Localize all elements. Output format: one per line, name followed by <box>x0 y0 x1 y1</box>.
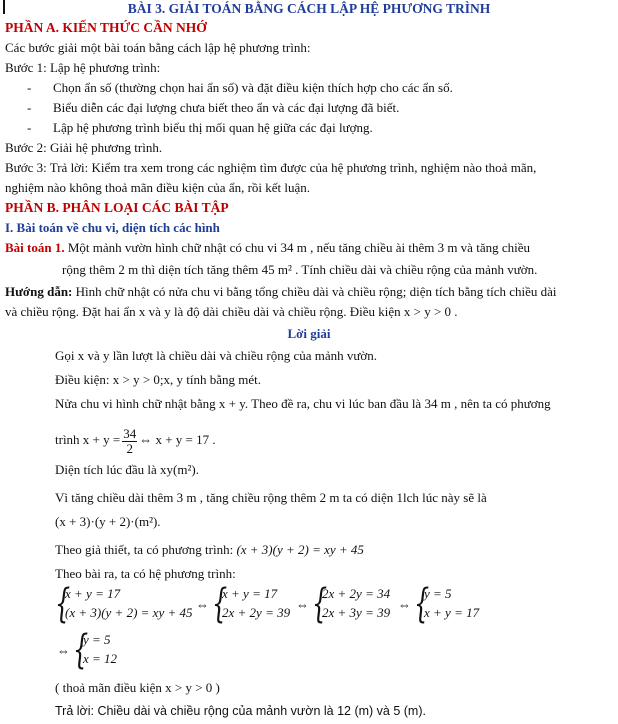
step-3-line-1: Bước 3: Trả lời: Kiểm tra xem trong các nghiệm tìm được của hệ phương trình, nghiệm nào thoả mãn, <box>5 160 537 175</box>
problem-label: Bài toán 1. <box>5 240 65 255</box>
solution-line-fraction: trình x + y = $\frac{34}{2}$ ⇔ x + y = 17 . <box>55 425 216 456</box>
solution-heading: Lời giải <box>287 326 331 341</box>
solution-line: Điều kiện: x > y > 0;x, y tính bằng mét. <box>55 372 262 387</box>
section-a-heading: PHẦN A. KIẾN THỨC CẦN NHỚ <box>5 20 207 35</box>
solution-line: Vì tăng chiều dài thêm 3 m , tăng chiều rộng thêm 2 m ta có diện 1lch lúc này sẽ là <box>55 490 487 505</box>
guide-line-1: Hướng dẫn: Hình chữ nhật có nửa chu vi bằng tổng chiều dài và chiều rộng; diện tích bằng tích chiều dài <box>5 284 557 299</box>
guide-label: Hướng dẫn: <box>5 284 73 299</box>
section-a-intro: Các bước giải một bài toán bằng cách lập hệ phương trình: <box>5 40 311 55</box>
step-3-line-2: nghiệm nào không thoả mãn điều kiện của ẩn, rồi kết luận. <box>5 180 311 195</box>
step-2: Bước 2: Giải hệ phương trình. <box>5 140 163 155</box>
problem-line-2: rộng thêm 2 m thì diện tích tăng thêm 45 m² . Tính chiều dài và chiều rộng của mảnh vườn. <box>62 262 538 277</box>
guide-line-2: và chiều rộng. Đặt hai ẩn x và y là độ dài chiều dài và chiều rộng. Điều kiện x > y > 0 . <box>5 304 458 319</box>
answer-line: Trả lời: Chiều dài và chiều rộng của mảnh vườn là 12 (m) và 5 (m). <box>55 704 426 718</box>
solution-line: Diện tích lúc đầu là xy(m²). <box>55 462 199 477</box>
solution-line: (x + 3)·(y + 2)·(m²). <box>55 514 161 529</box>
equivalence-symbol: ⇔ <box>57 643 70 658</box>
step-1-item: - Chọn ẩn số (thường chọn hai ẩn số) và đặt điều kiện thích hợp cho các ẩn số. <box>27 80 453 95</box>
step-1: Bước 1: Lập hệ phương trình: <box>5 60 161 75</box>
solution-line: Theo giả thiết, ta có phương trình: (x + 3)(y + 2) = xy + 45 <box>55 542 364 557</box>
fraction: $\frac{34}{2}$ <box>123 425 137 456</box>
step-1-item: - Lập hệ phương trình biểu thị mối quan hệ giữa các đại lượng. <box>27 120 373 135</box>
page-title: BÀI 3. GIẢI TOÁN BẰNG CÁCH LẬP HỆ PHƯƠNG TRÌNH <box>127 1 491 16</box>
equivalence-symbol: ⇔ <box>296 597 309 612</box>
condition-note: ( thoả mãn điều kiện x > y > 0 ) <box>55 680 220 695</box>
section-b-heading: PHẦN B. PHÂN LOẠI CÁC BÀI TẬP <box>5 200 229 215</box>
equivalence-symbol: ⇔ <box>196 597 209 612</box>
equivalence-symbol: ⇔ <box>398 597 411 612</box>
section-b-subheading: I. Bài toán về chu vi, diện tích các hình <box>5 220 220 235</box>
step-1-item: - Biểu diễn các đại lượng chưa biết theo ẩn và các đại lượng đã biết. <box>27 100 400 115</box>
solution-line: Theo bài ra, ta có hệ phương trình: <box>55 566 236 581</box>
document-page: BÀI 3. GIẢI TOÁN BẰNG CÁCH LẬP HỆ PHƯƠNG TRÌNH PHẦN A. KIẾN THỨC CẦN NHỚ Các bước giải một bài toán bằng cách lập hệ phương trình: Bước 1: Lập hệ phương trình: - Chọn ẩn số (thường chọn hai ẩn số) và đặt điều kiện thích hợp cho các ẩn số. - Biểu diễn các đại lượng chưa biết theo ẩn và các đại lượng đã biết. - Lập hệ phương trình biểu thị mối quan hệ giữa các đại lượng. Bước 2: Giải hệ phương trình. Bước 3: Trả lời: Kiểm tra xem trong các nghiệm tìm được của hệ phương trình, nghiệm nào thoả mãn, nghiệm nào không thoả mãn điều kiện của ẩn, rồi kết luận. PHẦN B. PHÂN LOẠI CÁC BÀI TẬP I. Bài toán về chu vi, diện tích các hình Bài toán 1. Một mảnh vườn hình chữ nhật có chu vi 34 m , nếu tăng chiều ài thêm 3 m và tăng chiều rộng thêm 2 m thì diện tích tăng thêm 45 m² . Tính chiều dài và chiều rộng của mảnh vườn. Hướng dẫn: Hình chữ nhật có nửa chu vi bằng tổng chiều dài và chiều rộng; diện tích bằng tích chiều dài và chiều rộng. Đặt hai ẩn x và y là độ dài chiều dài và chiều rộng. Điều kiện x > y > 0 . Lời giải Gọi x và y lần lượt là chiều dài và chiều rộng của mảnh vườn. Điều kiện: x > y > 0;x, y tính bằng mét. Nửa chu vi hình chữ nhật bằng x + y. Theo đề ra, chu vi lúc ban đầu là 34 m , nên ta có phương trình x + y = $\frac{34}{2}$ ⇔ x + y = 17 . Diện tích lúc đầu là xy(m²). Vì tăng chiều dài thêm 3 m , tăng chiều rộng thêm 2 m ta có diện 1lch lúc này sẽ là (x + 3)·(y + 2)·(m²). Theo giả thiết, ta có phương trình: (x + 3)(y + 2) = xy + 45 Theo bài ra, ta có hệ phương trình: { x + y = 17 (x + 3)(y + 2) = xy + 45 ⇔ { x + y = 17 2x + 2y = 39 ⇔ { 2x + 2y = 34 2x + 3y = 39 ⇔ { y = 5 x + y = 17 ⇔ { y = 5 x = 12 ( thoả mãn điều kiện x > y > 0 ) Trả lời: Chiều dài và chiều rộng của mảnh vườn là 12 (m) và 5 (m). <box>0 0 618 724</box>
problem-line-1: Bài toán 1. Một mảnh vườn hình chữ nhật có chu vi 34 m , nếu tăng chiều ài thêm 3 m và tăng chiều <box>5 240 530 255</box>
solution-line: Gọi x và y lần lượt là chiều dài và chiều rộng của mảnh vườn. <box>55 348 378 363</box>
solution-line: Nửa chu vi hình chữ nhật bằng x + y. Theo đề ra, chu vi lúc ban đầu là 34 m , nên ta có phương <box>55 396 551 411</box>
